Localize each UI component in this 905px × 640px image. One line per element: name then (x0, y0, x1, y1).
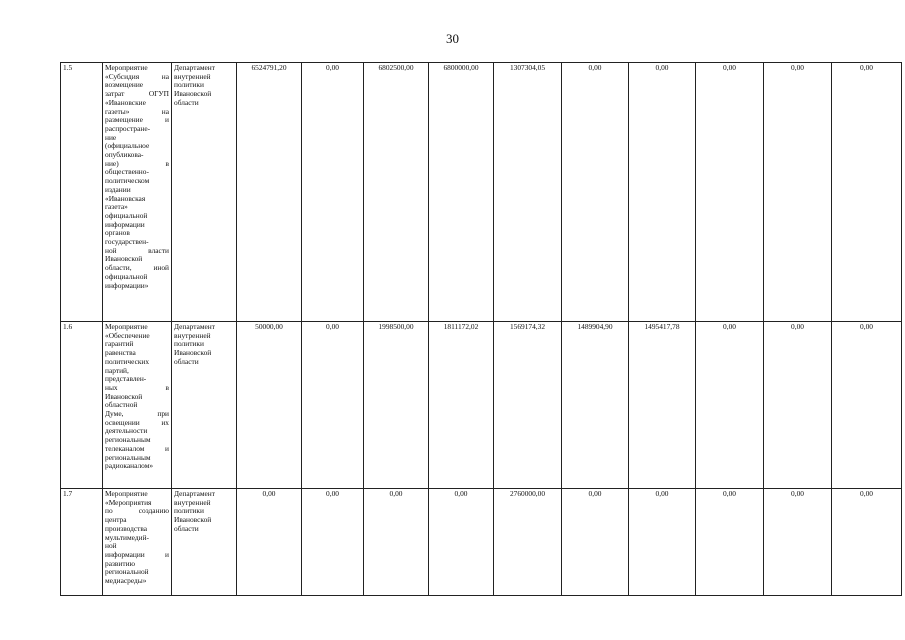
row-code: 1.5 (61, 63, 103, 322)
row-value-year-4: 0,00 (429, 489, 494, 596)
row-value-year-8: 0,00 (696, 322, 764, 489)
row-value-year-5: 1307304,05 (494, 63, 562, 322)
row-value-year-1: 0,00 (237, 489, 302, 596)
row-value-year-7: 0,00 (629, 63, 696, 322)
row-executor: Департамент внутренней политики Ивановской области (172, 322, 237, 489)
row-value-year-2: 0,00 (302, 489, 364, 596)
row-value-year-10: 0,00 (832, 63, 902, 322)
row-value-year-2: 0,00 (302, 63, 364, 322)
row-value-year-5: 2760000,00 (494, 489, 562, 596)
row-executor: Департамент внутренней политики Ивановской области (172, 489, 237, 596)
budget-table (60, 62, 902, 596)
row-code: 1.6 (61, 322, 103, 489)
row-value-year-6: 1489904,90 (562, 322, 629, 489)
row-measure-name: Мероприятие «Мероприятия по созданию центра производства мультимедий- ной информации и развитию региональной медиасреды» (103, 489, 172, 596)
row-measure-name: Мероприятие «Субсидия на возмещение затрат ОГУП «Ивановские газеты» на размещение и распростране- ние (официальное опубликова- ние) в общественно- политическом издании «Ивановская газета» официальной информации органов государствен- ной власти Ивановской области, иной официальной информации» (103, 63, 172, 322)
row-value-year-4: 6800000,00 (429, 63, 494, 322)
row-value-year-10: 0,00 (832, 322, 902, 489)
row-value-year-3: 0,00 (364, 489, 429, 596)
row-value-year-10: 0,00 (832, 489, 902, 596)
row-value-year-8: 0,00 (696, 63, 764, 322)
row-value-year-5: 1569174,32 (494, 322, 562, 489)
row-value-year-1: 6524791,20 (237, 63, 302, 322)
row-value-year-9: 0,00 (764, 322, 832, 489)
table-row (61, 489, 902, 596)
row-value-year-9: 0,00 (764, 489, 832, 596)
row-value-year-3: 1998500,00 (364, 322, 429, 489)
row-value-year-3: 6802500,00 (364, 63, 429, 322)
row-value-year-6: 0,00 (562, 489, 629, 596)
row-value-year-2: 0,00 (302, 322, 364, 489)
page-number: 30 (446, 31, 459, 46)
table-row (61, 63, 902, 322)
row-value-year-8: 0,00 (696, 489, 764, 596)
row-code: 1.7 (61, 489, 103, 596)
table-row (61, 322, 902, 489)
row-value-year-4: 1811172,02 (429, 322, 494, 489)
row-value-year-7: 1495417,78 (629, 322, 696, 489)
row-value-year-1: 50000,00 (237, 322, 302, 489)
row-value-year-7: 0,00 (629, 489, 696, 596)
row-value-year-6: 0,00 (562, 63, 629, 322)
row-value-year-9: 0,00 (764, 63, 832, 322)
row-measure-name: Мероприятие «Обеспечение гарантий равенства политических партий, представлен- ных в Ивановской областной Думе, при освещении их деятельности региональным телеканалом и региональным радиоканалом» (103, 322, 172, 489)
row-executor: Департамент внутренней политики Ивановской области (172, 63, 237, 322)
